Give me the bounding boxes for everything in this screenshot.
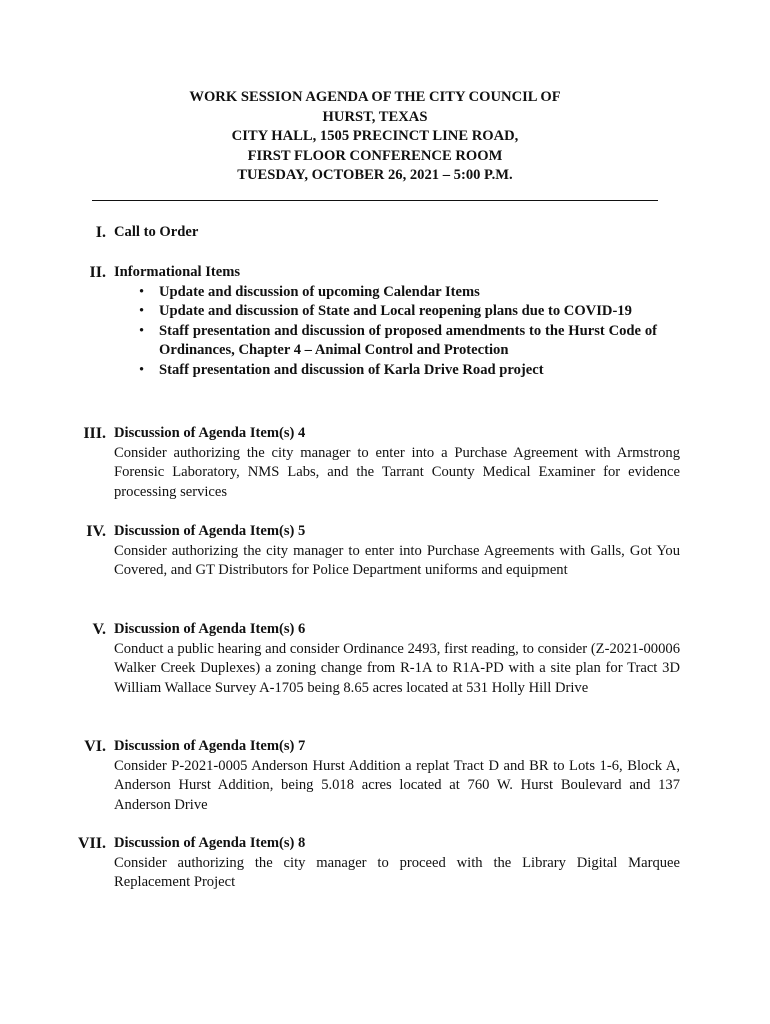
- section-heading: Discussion of Agenda Item(s) 8: [114, 835, 306, 851]
- section-heading: Informational Items: [114, 264, 241, 280]
- bullet-icon: •: [139, 322, 145, 339]
- header-date-time: TUESDAY, OCTOBER 26, 2021 – 5:00 P.M.: [237, 167, 513, 184]
- header-title: WORK SESSION AGENDA OF THE CITY COUNCIL OF: [189, 89, 561, 105]
- list-item: • Update and discussion of upcoming Calendar Items: [114, 283, 657, 303]
- section-heading: Discussion of Agenda Item(s) 4: [114, 425, 306, 441]
- list-item: • Staff presentation and discussion of proposed amendments to the Hurst Code of Ordinances, Chapter 4 – Animal Control and Protection: [139, 322, 657, 359]
- section-description: Consider authorizing the city manager to enter into a Purchase Agreement with Armstrong Forensic Laboratory, NMS Labs, and the Tarrant County Medical Examiner for evidence processing services: [114, 444, 680, 500]
- section-numeral: III.: [83, 425, 106, 442]
- bullet-icon: •: [139, 303, 145, 320]
- header-room: FIRST FLOOR CONFERENCE ROOM: [247, 147, 503, 164]
- section-numeral: V.: [92, 621, 106, 638]
- section-description: Consider authorizing the city manager to enter into Purchase Agreements with Galls, Got You Covered, and GT Distributors for Police Department uniforms and equipment: [114, 542, 680, 579]
- section-heading: Discussion of Agenda Item(s) 7: [114, 738, 306, 754]
- list-item: • Staff presentation and discussion of Karla Drive Road project: [114, 361, 657, 381]
- section-description: Consider P-2021-0005 Anderson Hurst Addition a replat Tract D and BR to Lots 1-6, Block A, Anderson Hurst Addition, being 5.018 acres located at 760 W. Hurst Boulevard and 137 Anderson Drive: [114, 757, 680, 813]
- header-city: HURST, TEXAS: [322, 108, 428, 125]
- bullet-icon: •: [139, 361, 145, 378]
- agenda-header: [90, 88, 660, 186]
- header-divider: [92, 200, 658, 201]
- informational-items-list: [114, 283, 680, 381]
- section-description: Conduct a public hearing and consider Ordinance 2493, first reading, to consider (Z-2021-00006 Walker Creek Duplexes) a zoning change from R-1A to R1A-PD with a site plan for Tract 3D William Wallace Survey A-1705 being 8.65 acres located at 531 Holly Hill Drive: [114, 640, 680, 696]
- section-heading: Call to Order: [114, 224, 199, 240]
- list-item: • Update and discussion of State and Local reopening plans due to COVID-19: [114, 302, 657, 322]
- section-numeral: II.: [89, 264, 106, 281]
- section-heading: Discussion of Agenda Item(s) 6: [114, 621, 306, 637]
- header-address: CITY HALL, 1505 PRECINCT LINE ROAD,: [231, 128, 519, 145]
- bullet-icon: •: [139, 283, 145, 300]
- section-numeral: VI.: [84, 738, 106, 755]
- section-description: Consider authorizing the city manager to proceed with the Library Digital Marquee Replacement Project: [114, 854, 680, 891]
- section-numeral: I.: [95, 224, 106, 241]
- section-numeral: IV.: [86, 523, 106, 540]
- section-heading: Discussion of Agenda Item(s) 5: [114, 523, 306, 539]
- section-numeral: VII.: [77, 835, 106, 852]
